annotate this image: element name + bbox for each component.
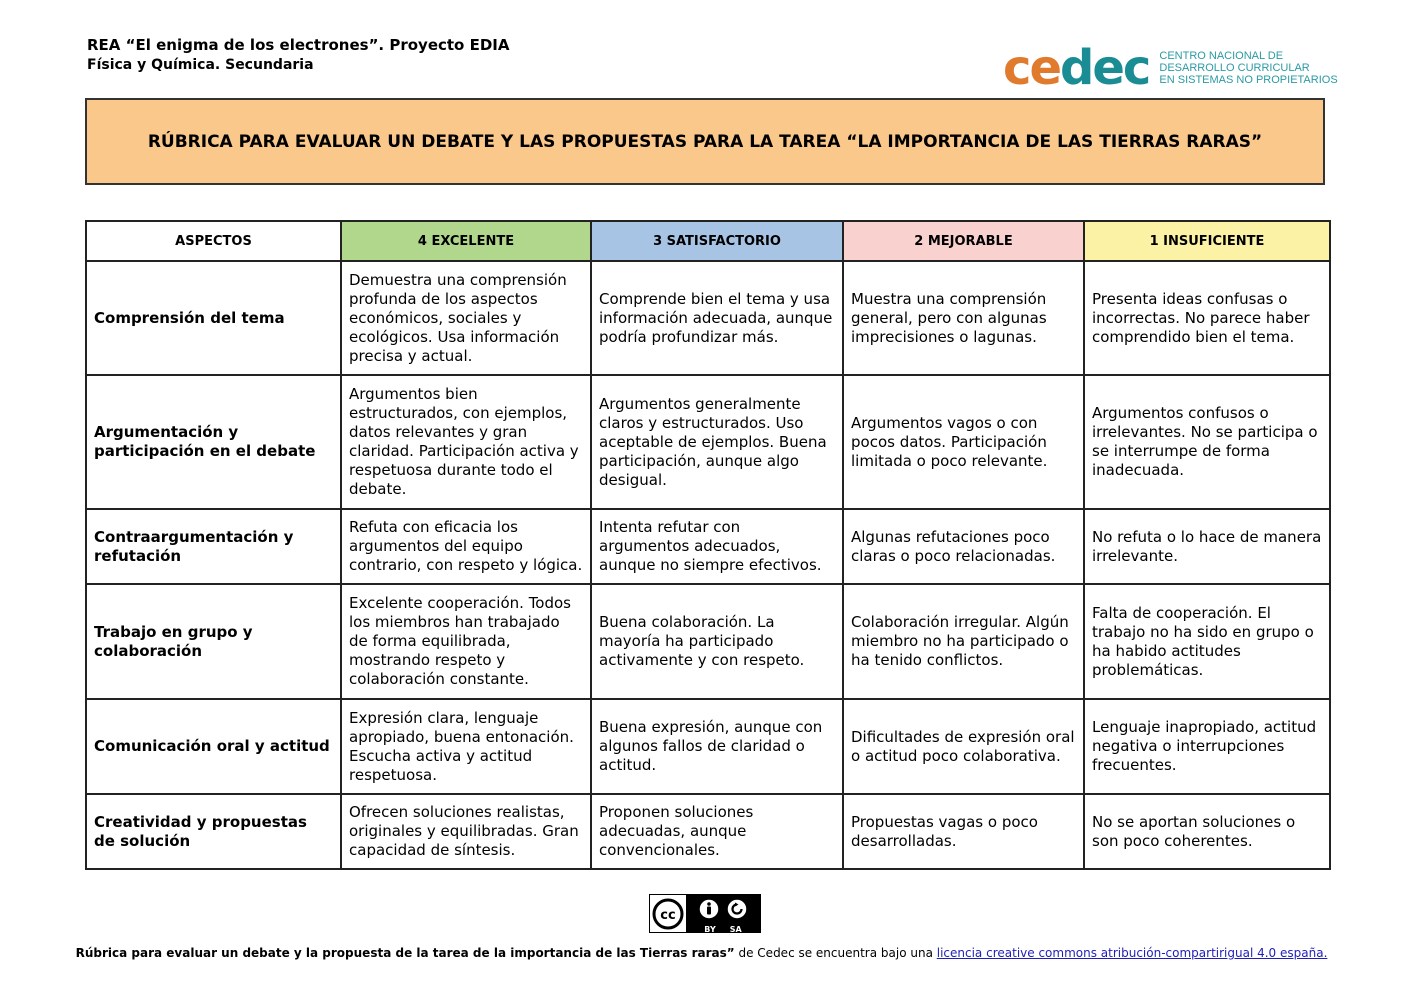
level-4-cell: Ofrecen soluciones realistas, originales y equilibradas. Gran capacidad de síntesis. (341, 794, 591, 869)
license-footer (0, 946, 1403, 960)
rubric-table (85, 220, 1331, 870)
sa-label: SA (729, 925, 742, 934)
aspect-cell: Argumentación y participación en el debate (86, 375, 341, 509)
work-title: Rúbrica para evaluar un debate y la propuesta de la tarea de la importancia de las Tierras raras” (75, 946, 735, 960)
aspect-cell: Creatividad y propuestas de solución (86, 794, 341, 869)
level-4-cell: Refuta con eficacia los argumentos del equipo contrario, con respeto y lógica. (341, 509, 591, 584)
level-2-cell: Dificultades de expresión oral o actitud poco colaborativa. (843, 699, 1084, 794)
aspect-cell: Comunicación oral y actitud (86, 699, 341, 794)
table-row (86, 699, 1330, 794)
level-1-cell: Argumentos confusos o irrelevantes. No se participa o se interrumpe de forma inadecuada. (1084, 375, 1330, 509)
header-row (86, 221, 1330, 261)
table-row (86, 509, 1330, 584)
level-1-cell: No refuta o lo hace de manera irrelevante. (1084, 509, 1330, 584)
header-level-3: 3 SATISFACTORIO (591, 221, 843, 261)
cc-conditions (686, 895, 760, 932)
logo-word (1003, 40, 1150, 96)
level-3-cell: Argumentos generalmente claros y estructurados. Uso aceptable de ejemplos. Buena participación, aunque algo desigual. (591, 375, 843, 509)
logo-tagline-1: CENTRO NACIONAL DE (1159, 50, 1284, 62)
header-level-2: 2 MEJORABLE (843, 221, 1084, 261)
level-4-cell: Argumentos bien estructurados, con ejemplos, datos relevantes y gran claridad. Participación activa y respetuosa durante todo el debate. (341, 375, 591, 509)
level-2-cell: Colaboración irregular. Algún miembro no ha participado o ha tenido conflictos. (843, 584, 1084, 699)
table-row (86, 375, 1330, 509)
subject-subtitle: Física y Química. Secundaria (87, 57, 314, 73)
rubric-title-box (85, 98, 1325, 185)
aspect-cell: Contraargumentación y refutación (86, 509, 341, 584)
level-1-cell: Lenguaje inapropiado, actitud negativa o interrupciones frecuentes. (1084, 699, 1330, 794)
logo-tagline-2: DESARROLLO CURRICULAR (1159, 62, 1310, 74)
level-3-cell: Buena colaboración. La mayoría ha participado activamente y con respeto. (591, 584, 843, 699)
attribution-icon (698, 898, 720, 924)
cedec-logo (1003, 40, 1338, 96)
logo-tagline-3: EN SISTEMAS NO PROPIETARIOS (1159, 74, 1338, 86)
aspect-cell: Trabajo en grupo y colaboración (86, 584, 341, 699)
header-level-1: 1 INSUFICIENTE (1084, 221, 1330, 261)
project-title: REA “El enigma de los electrones”. Proyecto EDIA (87, 36, 510, 54)
level-1-cell: Falta de cooperación. El trabajo no ha sido en grupo o ha habido actitudes problemáticas. (1084, 584, 1330, 699)
table-row (86, 584, 1330, 699)
share-alike-icon (726, 898, 748, 924)
level-4-cell: Excelente cooperación. Todos los miembros han trabajado de forma equilibrada, mostrando respeto y colaboración constante. (341, 584, 591, 699)
level-4-cell: Demuestra una comprensión profunda de los aspectos económicos, sociales y ecológicos. Usa información precisa y actual. (341, 261, 591, 375)
cc-by-sa-badge[interactable] (649, 894, 761, 933)
document-header (87, 35, 509, 75)
rubric-title: RÚBRICA PARA EVALUAR UN DEBATE Y LAS PROPUESTAS PARA LA TAREA “LA IMPORTANCIA DE LAS TIERRAS RARAS” (147, 131, 1263, 152)
logo-tagline (1159, 50, 1337, 86)
level-1-cell: Presenta ideas confusas o incorrectas. No parece haber comprendido bien el tema. (1084, 261, 1330, 375)
level-2-cell: Argumentos vagos o con pocos datos. Participación limitada o poco relevante. (843, 375, 1084, 509)
level-3-cell: Comprende bien el tema y usa información adecuada, aunque podría profundizar más. (591, 261, 843, 375)
by-label: BY (704, 925, 716, 934)
level-1-cell: No se aportan soluciones o son poco coherentes. (1084, 794, 1330, 869)
aspect-cell: Comprensión del tema (86, 261, 341, 375)
level-3-cell: Intenta refutar con argumentos adecuados, aunque no siempre efectivos. (591, 509, 843, 584)
header-aspects: ASPECTOS (86, 221, 341, 261)
level-4-cell: Expresión clara, lenguaje apropiado, buena entonación. Escucha activa y actitud respetuosa. (341, 699, 591, 794)
footer-middle-text: de Cedec se encuentra bajo una (734, 946, 937, 960)
table-row (86, 794, 1330, 869)
svg-text:cc: cc (660, 907, 676, 923)
header-level-4: 4 EXCELENTE (341, 221, 591, 261)
logo-word-dec: dec (1060, 40, 1150, 96)
cc-icon (650, 895, 686, 932)
logo-word-ce: ce (1003, 40, 1061, 96)
level-2-cell: Muestra una comprensión general, pero con algunas imprecisiones o lagunas. (843, 261, 1084, 375)
table-row (86, 261, 1330, 375)
license-link[interactable]: licencia creative commons atribución-compartirigual 4.0 españa. (936, 946, 1328, 960)
level-3-cell: Buena expresión, aunque con algunos fallos de claridad o actitud. (591, 699, 843, 794)
level-2-cell: Propuestas vagas o poco desarrolladas. (843, 794, 1084, 869)
level-2-cell: Algunas refutaciones poco claras o poco relacionadas. (843, 509, 1084, 584)
level-3-cell: Proponen soluciones adecuadas, aunque convencionales. (591, 794, 843, 869)
